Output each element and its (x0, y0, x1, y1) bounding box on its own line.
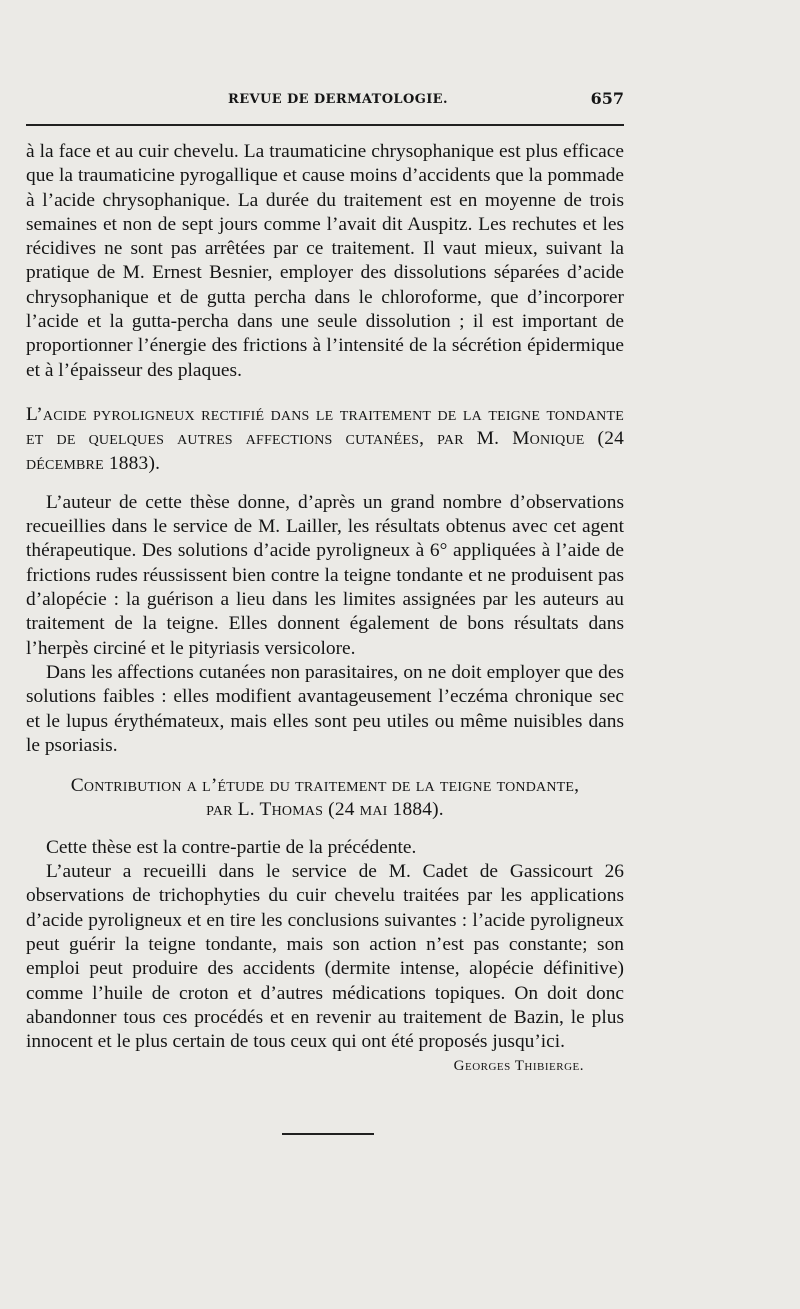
running-title: REVUE DE DERMATOLOGIE. (228, 92, 448, 107)
running-head (26, 89, 624, 116)
section2-paragraph-1: Cette thèse est la contre-partie de la précédente. (46, 836, 417, 858)
section-title-contribution (26, 774, 624, 823)
page-number: 657 (590, 89, 624, 108)
section2-title-line-2: par L. Thomas (24 mai 1884). (206, 799, 444, 821)
author-signature: Georges Thibierge. (453, 1058, 584, 1075)
section-title-acide-pyroligneux: L’acide pyroligneux rectifié dans le traitement de la teigne tondante et de quelques autres affections cutanées, par M. Monique (24 décembre 1883). (26, 403, 624, 474)
section2-paragraph-2 (26, 860, 624, 1075)
header-rule (26, 124, 624, 126)
section1-paragraph-1: L’auteur de cette thèse donne, d’après un grand nombre d’observations recueillies dans le service de M. Lailler, les résultats obtenus avec cet agent thérapeutique. Des solutions d’acide pyroligneux à 6° appliquées à l’aide de frictions rudes réussissent bien contre la teigne tondante et ne produisent pas d’alopécie : la guérison a lieu dans les limites assignées par les auteurs au traitement de la teigne. Elles donnent également de bons résultats dans l’herpès circiné et le pityriasis versicolore. (26, 491, 624, 659)
section1-paragraph-2: Dans les affections cutanées non parasitaires, on ne doit employer que des solutions faibles : elles modifient avantageusement l’eczéma chronique sec et le lupus érythémateux, mais elles sont peu utiles ou même nuisibles dans le psoriasis. (26, 661, 624, 756)
end-rule (282, 1133, 374, 1135)
section2-title-line-1: Contribution a l’étude du traitement de la teigne tondante, (70, 775, 580, 797)
intro-paragraph: à la face et au cuir chevelu. La traumaticine chrysophanique est plus efficace que la traumaticine pyrogallique et cause moins d’accidents que la pommade à l’acide chrysophanique. La durée du traitement est en moyenne de trois semaines et non de sept jours comme l’avait dit Auspitz. Les rechutes et les récidives ne sont pas arrêtées par ce traitement. Il vaut mieux, suivant la pratique de M. Ernest Besnier, employer des dissolutions séparées d’acide chrysophanique et de gutta percha dans le chloroforme, que d’incorporer l’acide et la gutta-percha dans une seule dissolution ; il est important de proportionner l’énergie des frictions à l’intensité de la sécrétion épidermique et à l’épaisseur des plaques. (26, 141, 624, 381)
section2-paragraph-2-text: L’auteur a recueilli dans le service de M. Cadet de Gassicourt 26 observations de trichophyties du cuir chevelu traitées par les applications d’acide pyroligneux et en tire les conclusions suivantes : l’acide pyroligneux peut guérir la teigne tondante, mais son action n’est pas constante; son emploi peut produire des accidents (dermite intense, alopécie définitive) comme l’huile de croton et d’autres médications topiques. On doit donc abandonner tous ces procédés et en revenir au traitement de Bazin, le plus innocent et le plus certain de tous ceux qui ont été proposés jusqu’ici. (26, 861, 624, 1053)
article-body (26, 140, 624, 1079)
